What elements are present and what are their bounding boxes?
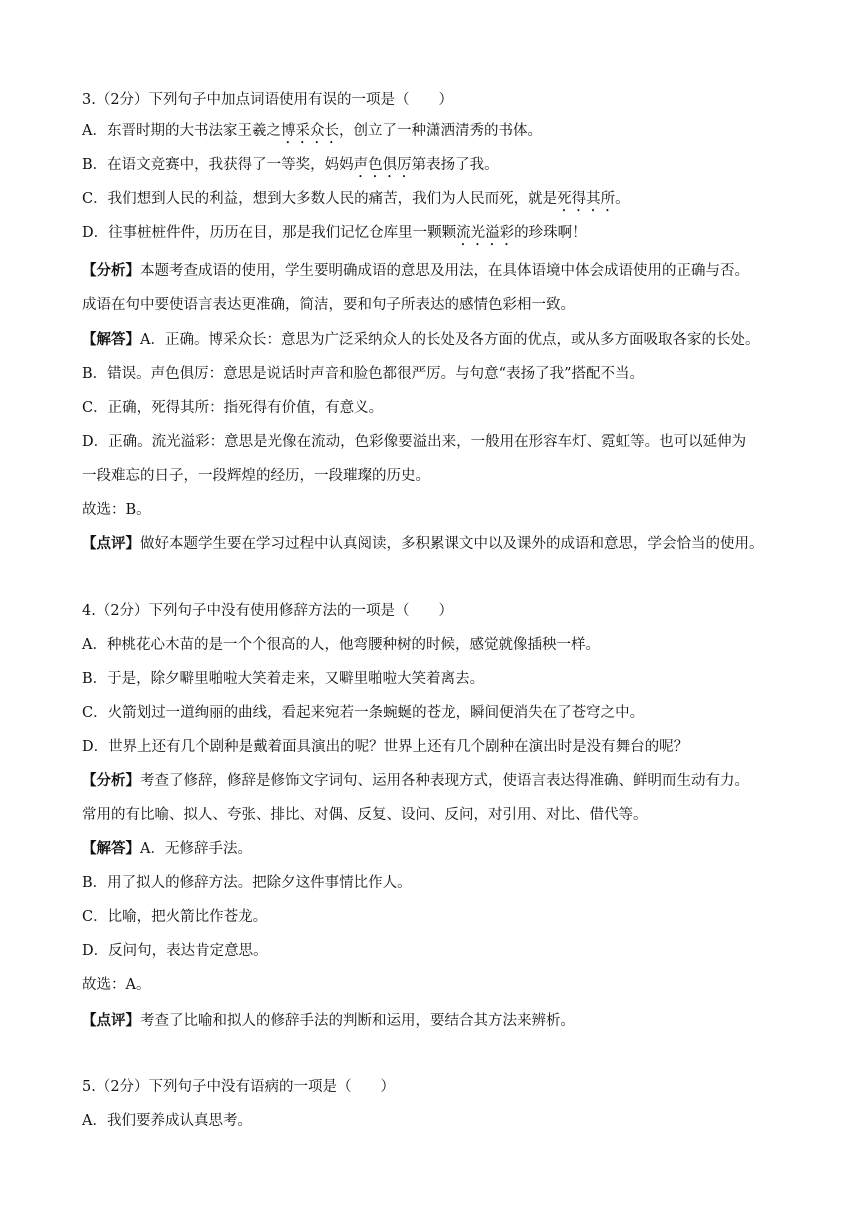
q4-analysis — [82, 771, 749, 791]
q3-option-d-post: 的珍珠啊！ — [514, 225, 587, 241]
q4-option-d: D．世界上还有几个剧种是戴着面具演出的呢？世界上还有几个剧种在演出时是没有舞台的呢？ — [82, 739, 689, 755]
q3-option-a — [82, 121, 542, 147]
q3-analysis-text-2: 成语在句中要使语言表达更准确，简洁，要和句子所表达的感情色彩相一致。 — [82, 297, 575, 313]
q4-answer-a: A．无修辞手法。 — [140, 841, 252, 857]
q3-answer-a: A．正确。博采众长：意思为广泛采纳众人的长处及各方面的优点，或从多方面吸取各家的长处。 — [140, 332, 760, 348]
q4-answer-c: C．比喻，把火箭比作苍龙。 — [82, 909, 268, 925]
q3-answer-d-2: 一段难忘的日子，一段辉煌的经历，一段璀璨的历史。 — [82, 468, 430, 484]
q4-answer-tag: 【解答】 — [82, 840, 140, 857]
q3-answer-d-1: D．正确。流光溢彩：意思是光像在流动，色彩像要溢出来，一般用在形容车灯、霓虹等。也可以延伸为 — [82, 434, 747, 450]
q3-option-b-pre: B．在语文竞赛中，我获得了一等奖，妈妈 — [82, 157, 354, 173]
q3-option-c-idiom: 死得其所 — [557, 191, 616, 207]
q3-option-d-pre: D．往事桩桩件件，历历在目，那是我们记忆仓库里一颗颗 — [82, 225, 457, 241]
q3-answer-tag: 【解答】 — [82, 331, 140, 348]
q3-option-c — [82, 189, 630, 215]
q3-option-b — [82, 155, 499, 181]
q4-option-b: B．于是，除夕噼里啪啦大笑着走来，又噼里啪啦大笑着离去。 — [82, 671, 485, 687]
q4-answer-b: B．用了拟人的修辞方法。把除夕这件事情比作人。 — [82, 875, 412, 891]
q5-option-a: A．我们要养成认真思考。 — [82, 1113, 252, 1129]
q3-comment-text: 做好本题学生要在学习过程中认真阅读，多积累课文中以及课外的成语和意思，学会恰当的使用。 — [140, 536, 764, 552]
q3-option-d-idiom: 流光溢彩 — [456, 225, 515, 241]
q4-comment-tag: 【点评】 — [82, 1012, 140, 1029]
q3-analysis-text-1: 本题考查成语的使用，学生要明确成语的意思及用法，在具体语境中体会成语使用的正确与否。 — [140, 263, 749, 279]
q4-stem: 4.（2分）下列句子中没有使用修辞方法的一项是（ ） — [82, 603, 454, 619]
q3-choice: 故选：B。 — [82, 502, 151, 518]
q4-option-c: C．火箭划过一道绚丽的曲线，看起来宛若一条蜿蜒的苍龙，瞬间便消失在了苍穹之中。 — [82, 705, 645, 721]
q3-comment — [82, 534, 764, 554]
q3-option-b-post: 第表扬了我。 — [411, 157, 499, 173]
q3-stem: 3.（2分）下列句子中加点词语使用有误的一项是（ ） — [82, 92, 454, 108]
q3-option-a-post: ，创立了一种潇洒清秀的书体。 — [338, 123, 542, 139]
q3-answer-c: C．正确，死得其所：指死得有价值，有意义。 — [82, 400, 384, 416]
q5-stem: 5.（2分）下列句子中没有语病的一项是（ ） — [82, 1079, 396, 1095]
q3-option-c-pre: C．我们想到人民的利益，想到大多数人民的痛苦，我们为人民而死，就是 — [82, 191, 558, 207]
q3-answer-b: B．错误。声色俱厉：意思是说话时声音和脸色都很严厉。与句意“表扬了我”搭配不当。 — [82, 366, 644, 382]
q3-answer — [82, 330, 759, 350]
q4-analysis-text-1: 考查了修辞，修辞是修饰文字词句、运用各种表现方式，使语言表达得准确、鲜明而生动有力。 — [140, 773, 749, 789]
q4-comment — [82, 1011, 575, 1031]
q3-comment-tag: 【点评】 — [82, 535, 140, 552]
q4-option-a: A．种桃花心木苗的是一个个很高的人，他弯腰种树的时候，感觉就像插秧一样。 — [82, 637, 600, 653]
q3-option-a-idiom: 博采众长 — [280, 123, 339, 139]
q3-analysis — [82, 261, 749, 281]
q4-choice: 故选：A。 — [82, 977, 151, 993]
q4-analysis-tag: 【分析】 — [82, 772, 140, 789]
q3-option-d — [82, 223, 587, 249]
q4-comment-text: 考查了比喻和拟人的修辞手法的判断和运用，要结合其方法来辨析。 — [140, 1013, 575, 1029]
q3-option-c-post: 。 — [615, 191, 630, 207]
q3-option-b-idiom: 声色俱厉 — [353, 157, 412, 173]
q4-analysis-text-2: 常用的有比喻、拟人、夸张、排比、对偶、反复、设问、反问，对引用、对比、借代等。 — [82, 807, 648, 823]
q4-answer-d: D．反问句，表达肯定意思。 — [82, 943, 268, 959]
q4-answer — [82, 839, 252, 859]
q3-analysis-tag: 【分析】 — [82, 262, 140, 279]
q3-option-a-pre: A．东晋时期的大书法家王羲之 — [82, 123, 281, 139]
